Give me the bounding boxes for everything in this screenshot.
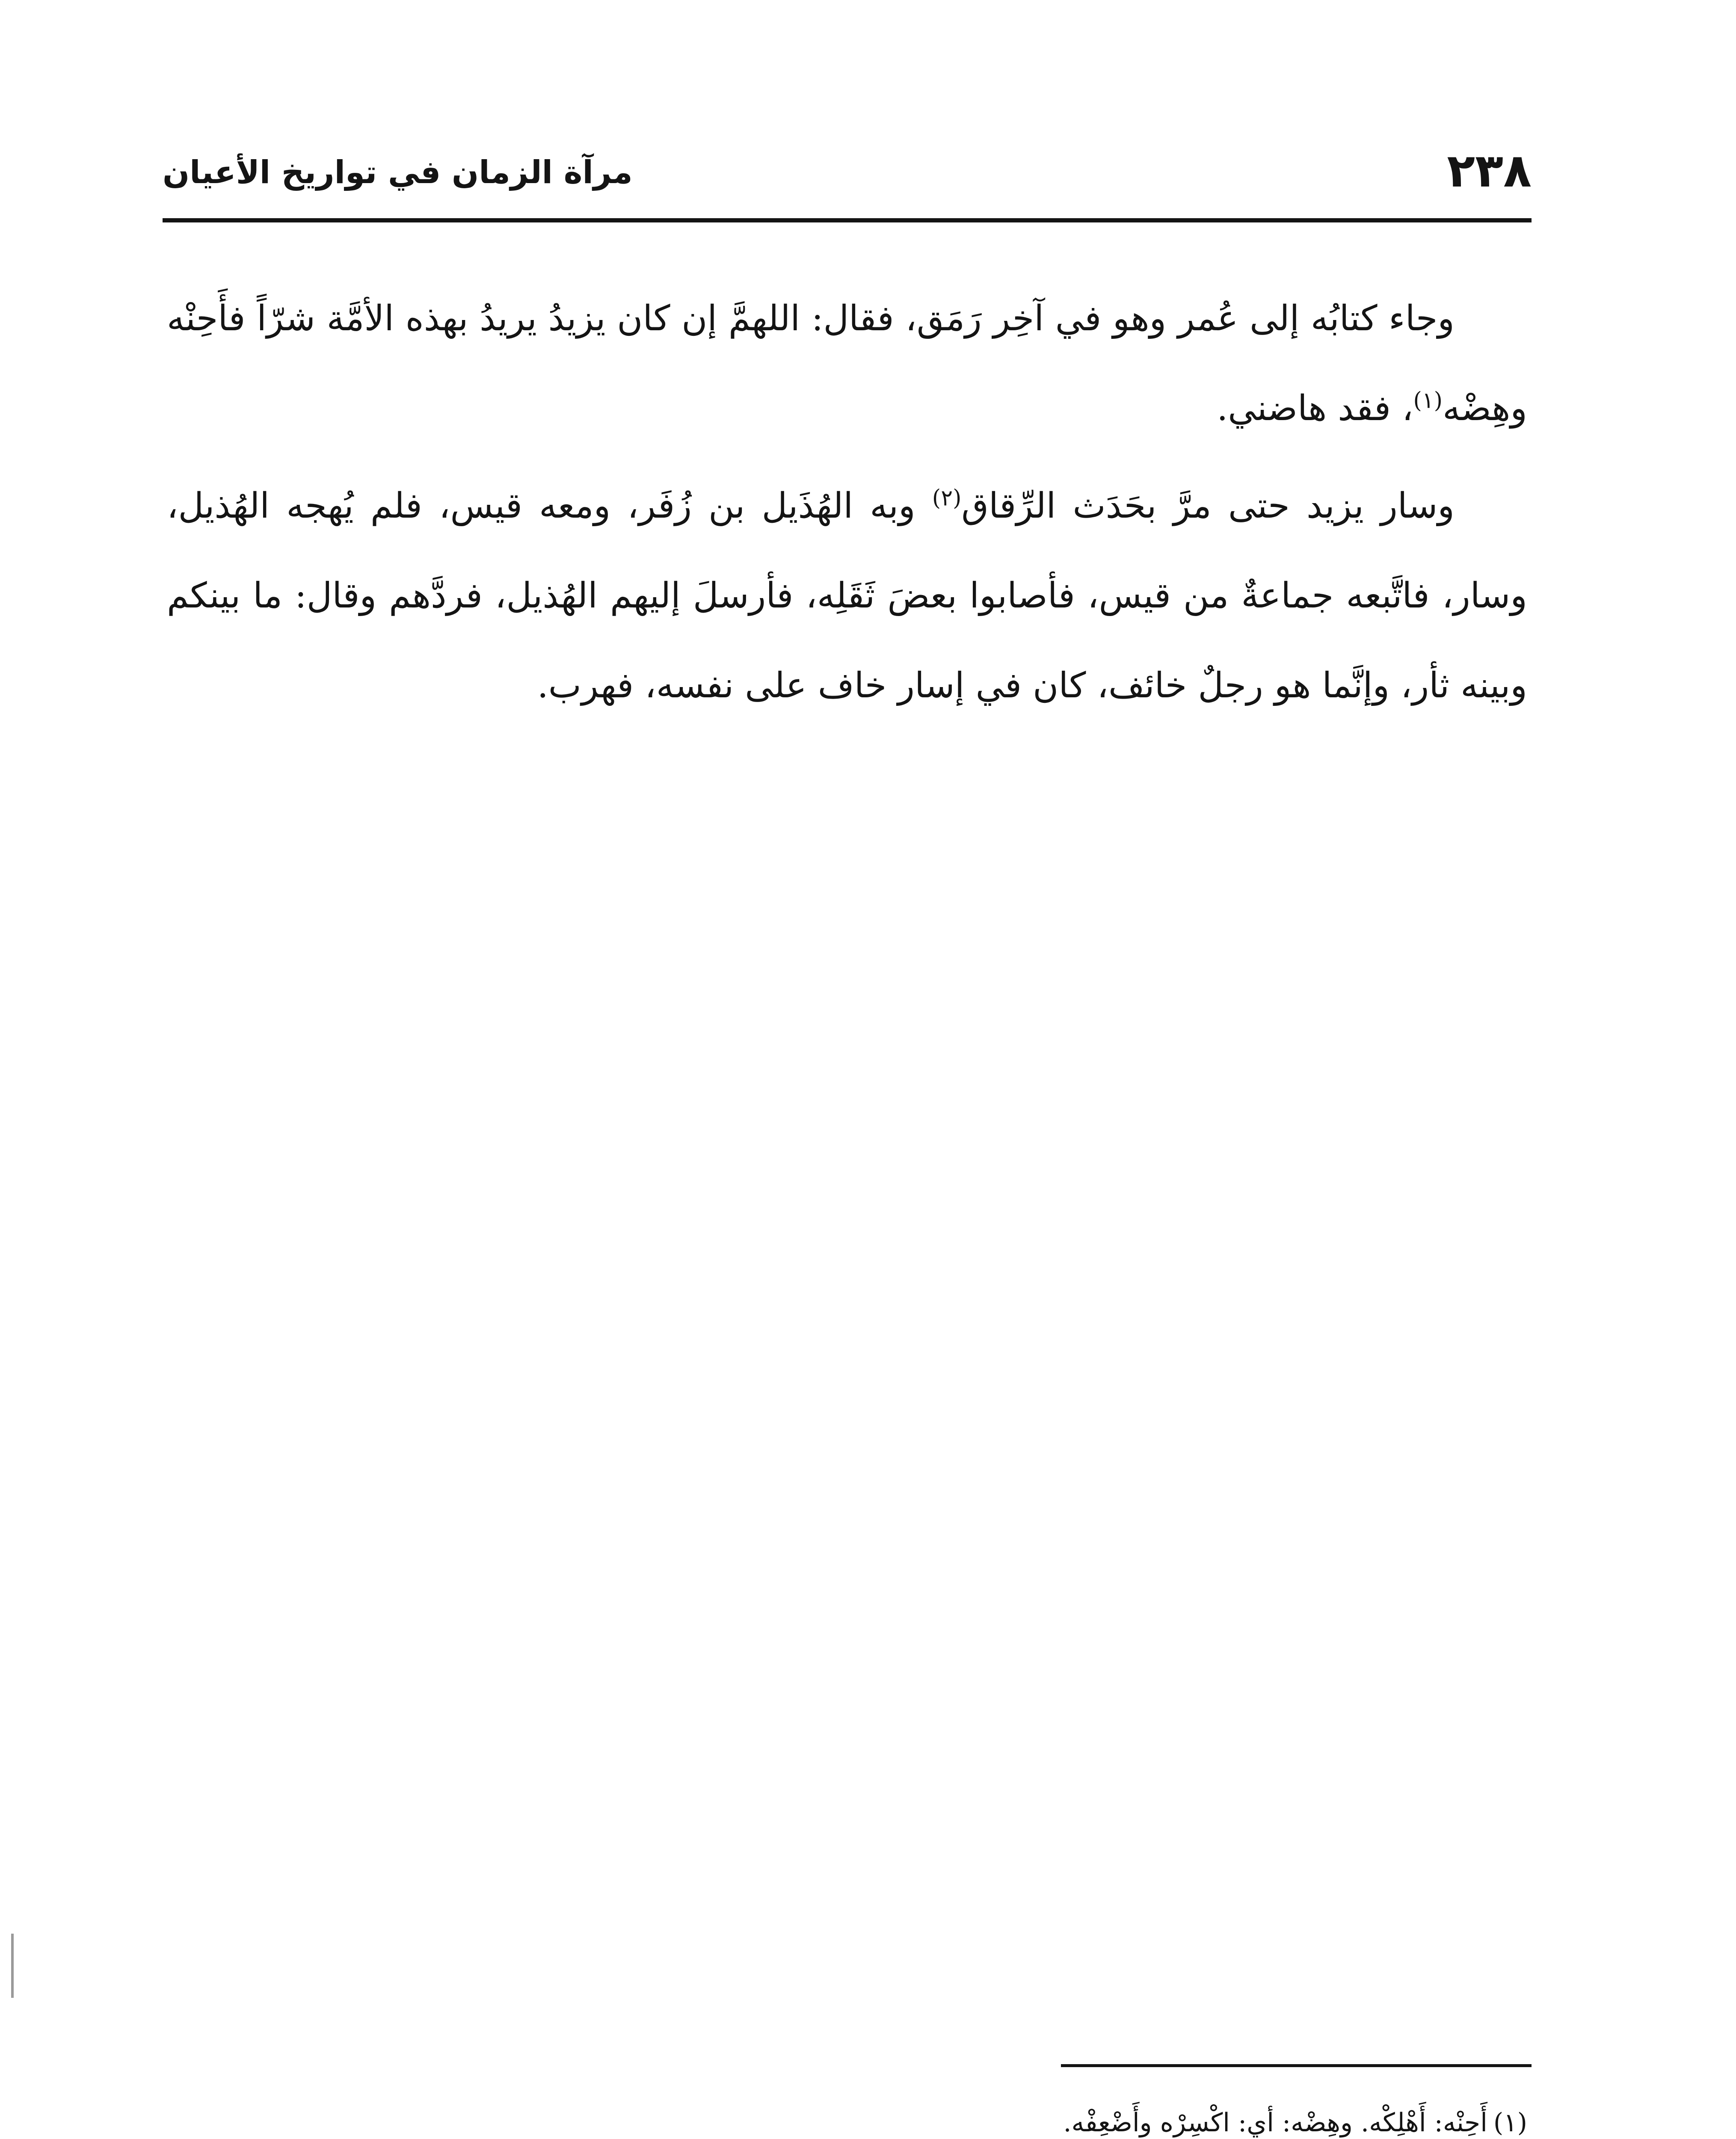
paragraph-1 <box>167 274 1527 453</box>
paragraph-1-tail: ، فقد هاضني. <box>1217 388 1413 429</box>
header-rule <box>163 218 1532 222</box>
main-text <box>167 274 1527 738</box>
running-title: مرآة الزمان في تواريخ الأعيان <box>163 154 633 191</box>
footnotes <box>167 2096 1527 2139</box>
scan-edge-mark <box>11 1934 14 1998</box>
page-header <box>163 141 1532 201</box>
page-number: ٢٣٨ <box>1447 144 1532 198</box>
footnote-rule <box>1061 2064 1532 2067</box>
paragraph-2-start: وسار يزيد حتى مرَّ بحَدَث الرِّقاق <box>961 486 1455 526</box>
footnote-1-number: (١) <box>1493 2108 1527 2138</box>
footnote-ref-2: (٢) <box>932 485 962 511</box>
paragraph-2-rest: وبه الهُذَيل بن زُفَر، ومعه قيس، فلم يُهجه الهُذيل، وسار، فاتَّبعه جماعةٌ من قيس، فأصابوا بعضَ ثَقَلِه، فأرسلَ إليهم الهُذيل، فردَّهم وقال: ما بينكم وبينه ثأر، وإنَّما هو رجلٌ خائف، كان في إسار خاف على نفسه، فهرب. <box>167 486 1527 706</box>
footnote-1 <box>167 2096 1527 2139</box>
footnote-ref-1: (١) <box>1413 388 1443 414</box>
footnote-1-text: أَحِنْه: أَهْلِكْه. وهِضْه: أي: اكْسِرْه وأَضْعِفْه. <box>1063 2108 1487 2138</box>
paragraph-2 <box>167 461 1527 731</box>
paragraph-1-text: وجاء كتابُه إلى عُمر وهو في آخِر رَمَق، فقال: اللهمَّ إن كان يزيدُ يريدُ بهذه الأمَّة شرّاً فأَحِنْه وهِضْه <box>167 298 1527 429</box>
